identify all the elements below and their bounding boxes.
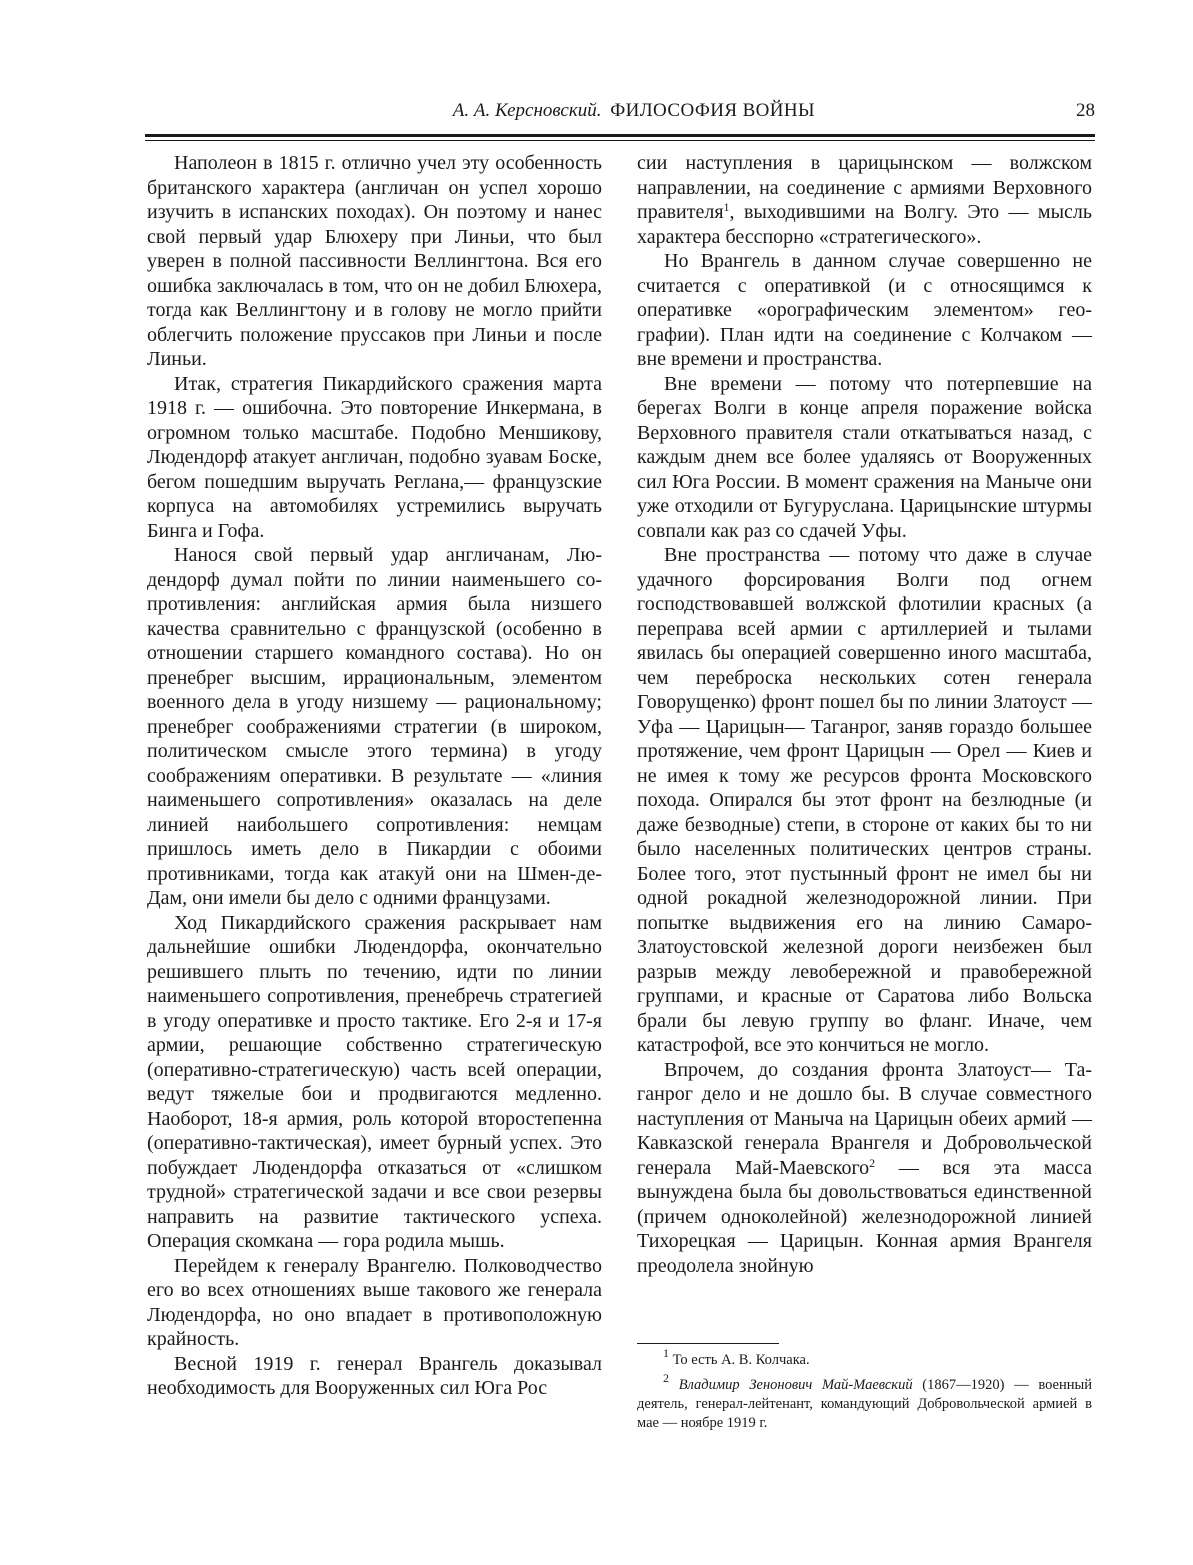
page-number: 28 xyxy=(1076,100,1095,121)
right-column xyxy=(637,151,1092,1278)
header-work-title: ФИЛОСОФИЯ ВОЙНЫ xyxy=(610,100,815,121)
footnotes xyxy=(637,1346,1092,1439)
header-rule-thin xyxy=(145,140,1095,141)
footnote-2 xyxy=(637,1371,1092,1433)
footnote-ref-2: 2 xyxy=(869,1155,876,1170)
header-rule-thick xyxy=(145,134,1095,137)
header-author: А. А. Керсновский. xyxy=(452,100,602,121)
paragraph-continued xyxy=(637,151,1092,249)
footnote-text: То есть А. В. Колчака. xyxy=(672,1352,810,1368)
footnote-1 xyxy=(637,1346,1092,1370)
paragraph: Ход Пикардийского сражения раскрывает нам дальнейшие ошибки Людендорфа, окончательно решившего плыть по течению, идти по линии наименьшего сопротивления, пренебречь стратегией в угоду оперативке и просто тактике. Его 2-я и 17-я армии, решающие собственно стратегическую (оперативно-стратегическую) часть всей операции, ведут тяжелые бои и продвигаются медленно. Наоборот, 18-я армия, роль которой второстепенна (оперативно-тактическая), имеет бурный успех. Это побуждает Людендорфа отказаться от «слишком трудной» стратегической задачи и все свои резервы направить на развитие тактического успеха. Операция скомкана — гора родила мышь. xyxy=(147,911,602,1252)
paragraph: Весной 1919 г. генерал Врангель доказывал необходимость для Вооруженных сил Юга Рос xyxy=(147,1352,602,1399)
paragraph-text: — вся эта масса вынуждена была бы довольствоваться единственной (причем одноколейной) железнодорожной линией Тихорецкая — Царицын. Конная армия Врангеля преодолела знойную xyxy=(637,1156,1092,1277)
left-column xyxy=(147,151,602,1401)
paragraph: Вне времени — потому что потерпевшие на берегах Волги в конце апреля поражение войска Верховного правителя стали откатываться назад, с каждым днем все более удаляясь от Вооруженных сил Юга России. В момент сражения на Маныче они уже отходили от Бугуруслана. Царицынские штурмы совпали как раз со сдачей Уфы. xyxy=(637,372,1092,542)
paragraph: Вне пространства — потому что даже в случае удачного форсирования Волги под огнем господствовавшей волжской флотилии красных (а переправа всей армии с артиллерией и тылами явилась бы операцией совершенно иного масштаба, чем переброска нескольких сотен генерала Говорущенко) фронт пошел бы по линии Златоуст — Уфа — Царицын— Таганрог, заняв гораздо большее протяжение, чем фронт Царицын — Орел — Киев и не имея к тому же ресурсов фронта Московского похода. Опирался бы этот фронт на безлюдные (и даже безводные) степи, в стороне от каких бы то ни было населенных политических центров страны. Более того, этот пустынный фронт не имел бы ни одной рокадной железнодорожной линии. При попытке выдвижения его на линию Самаро-Златоустовской железной дороги неизбежен был разрыв между левобережной и правобережной группами, и красные от Саратова либо Вольска брали бы левую группу во фланг. Иначе, чем катастрофой, все это кончиться не могло. xyxy=(637,544,1092,1056)
paragraph: Перейдем к генералу Врангелю. Полководчество его во всех отношениях выше такового же генерала Людендорфа, но оно впадает в противоположную крайность. xyxy=(147,1254,602,1350)
paragraph: Итак, стратегия Пикардийского сражения марта 1918 г. — ошибочна. Это повторение Инкермана, в огромном только масштабе. Подобно Меншикову, Людендорф атакует англичан, подобно зуавам Боске, бегом пошедшим выручать Реглана,— французские корпуса на автомобилях устремились выручать Бинга и Гофа. xyxy=(147,372,602,542)
header-title xyxy=(453,100,815,122)
footnote-person-name: Владимир Зенонович Май-Маевский xyxy=(678,1377,913,1393)
footnote-separator xyxy=(637,1343,779,1344)
paragraph-text: Впрочем, до создания фронта Златоуст— Таганрог дело и не дошло бы. В случае совместного наступления от Маныча на Царицын обеих армий — Кавказской генерала Врангеля и Добровольческой генерала Май-Маевского xyxy=(637,1058,1092,1179)
paragraph: Но Врангель в данном случае совершенно не считается с оперативкой (и с относящимся к оперативке «орографическим элементом» географии). План идти на соединение с Колчаком — вне времени и пространства. xyxy=(637,250,1092,370)
paragraph: Наполеон в 1815 г. отлично учел эту особенность британского характера (англичан он успел хорошо изучить в испанских походах). Он поэтому и нанес свой первый удар Блюхеру при Линьи, что был уверен в полной пассивности Веллингтона. Вся его ошибка заключалась в том, что он не добил Блюхера, тогда как Веллингтону и в голову не могло прийти облегчить положение пруссаков при Линьи и после Линьи. xyxy=(147,152,602,370)
footnote-marker-1: 1 xyxy=(663,1346,669,1360)
paragraph-text: сии наступления в царицынском — волжском направлении, на соединение с армиями Верховного правителя xyxy=(637,152,1092,223)
paragraph-text: , выходившими на Волгу. Это — мысль характера бесспорно «стратегического». xyxy=(637,201,1092,248)
paragraph xyxy=(637,1058,1092,1279)
footnote-ref-1: 1 xyxy=(723,200,730,214)
footnote-text: (1867—1920) — военный деятель, генерал-лейтенант, командующий Добровольческой армией в мае — ноябре 1919 г. xyxy=(637,1377,1092,1431)
footnote-marker-2: 2 xyxy=(663,1371,669,1385)
paragraph: Нанося свой первый удар англичанам, Людендорф думал пойти по линии наименьшего сопротивления: английская армия была низшего качества сравнительно с французской (особенно в отношении старшего командного состава). Но он пренебрег высшим, иррациональным, элементом военного дела в угоду низшему — рациональному; пренебрег соображениями стратегии (в широком, политическом смысле этого термина) в угоду соображениям оперативки. В результате — «линия наименьшего сопротивления» оказалась на деле линией наибольшего сопротивления: немцам пришлось иметь дело в Пикардии с обоими противниками, тогда как атакуй они на Шмен-де-Дам, они имели бы дело с одними французами. xyxy=(147,544,602,909)
running-header xyxy=(145,100,1095,134)
